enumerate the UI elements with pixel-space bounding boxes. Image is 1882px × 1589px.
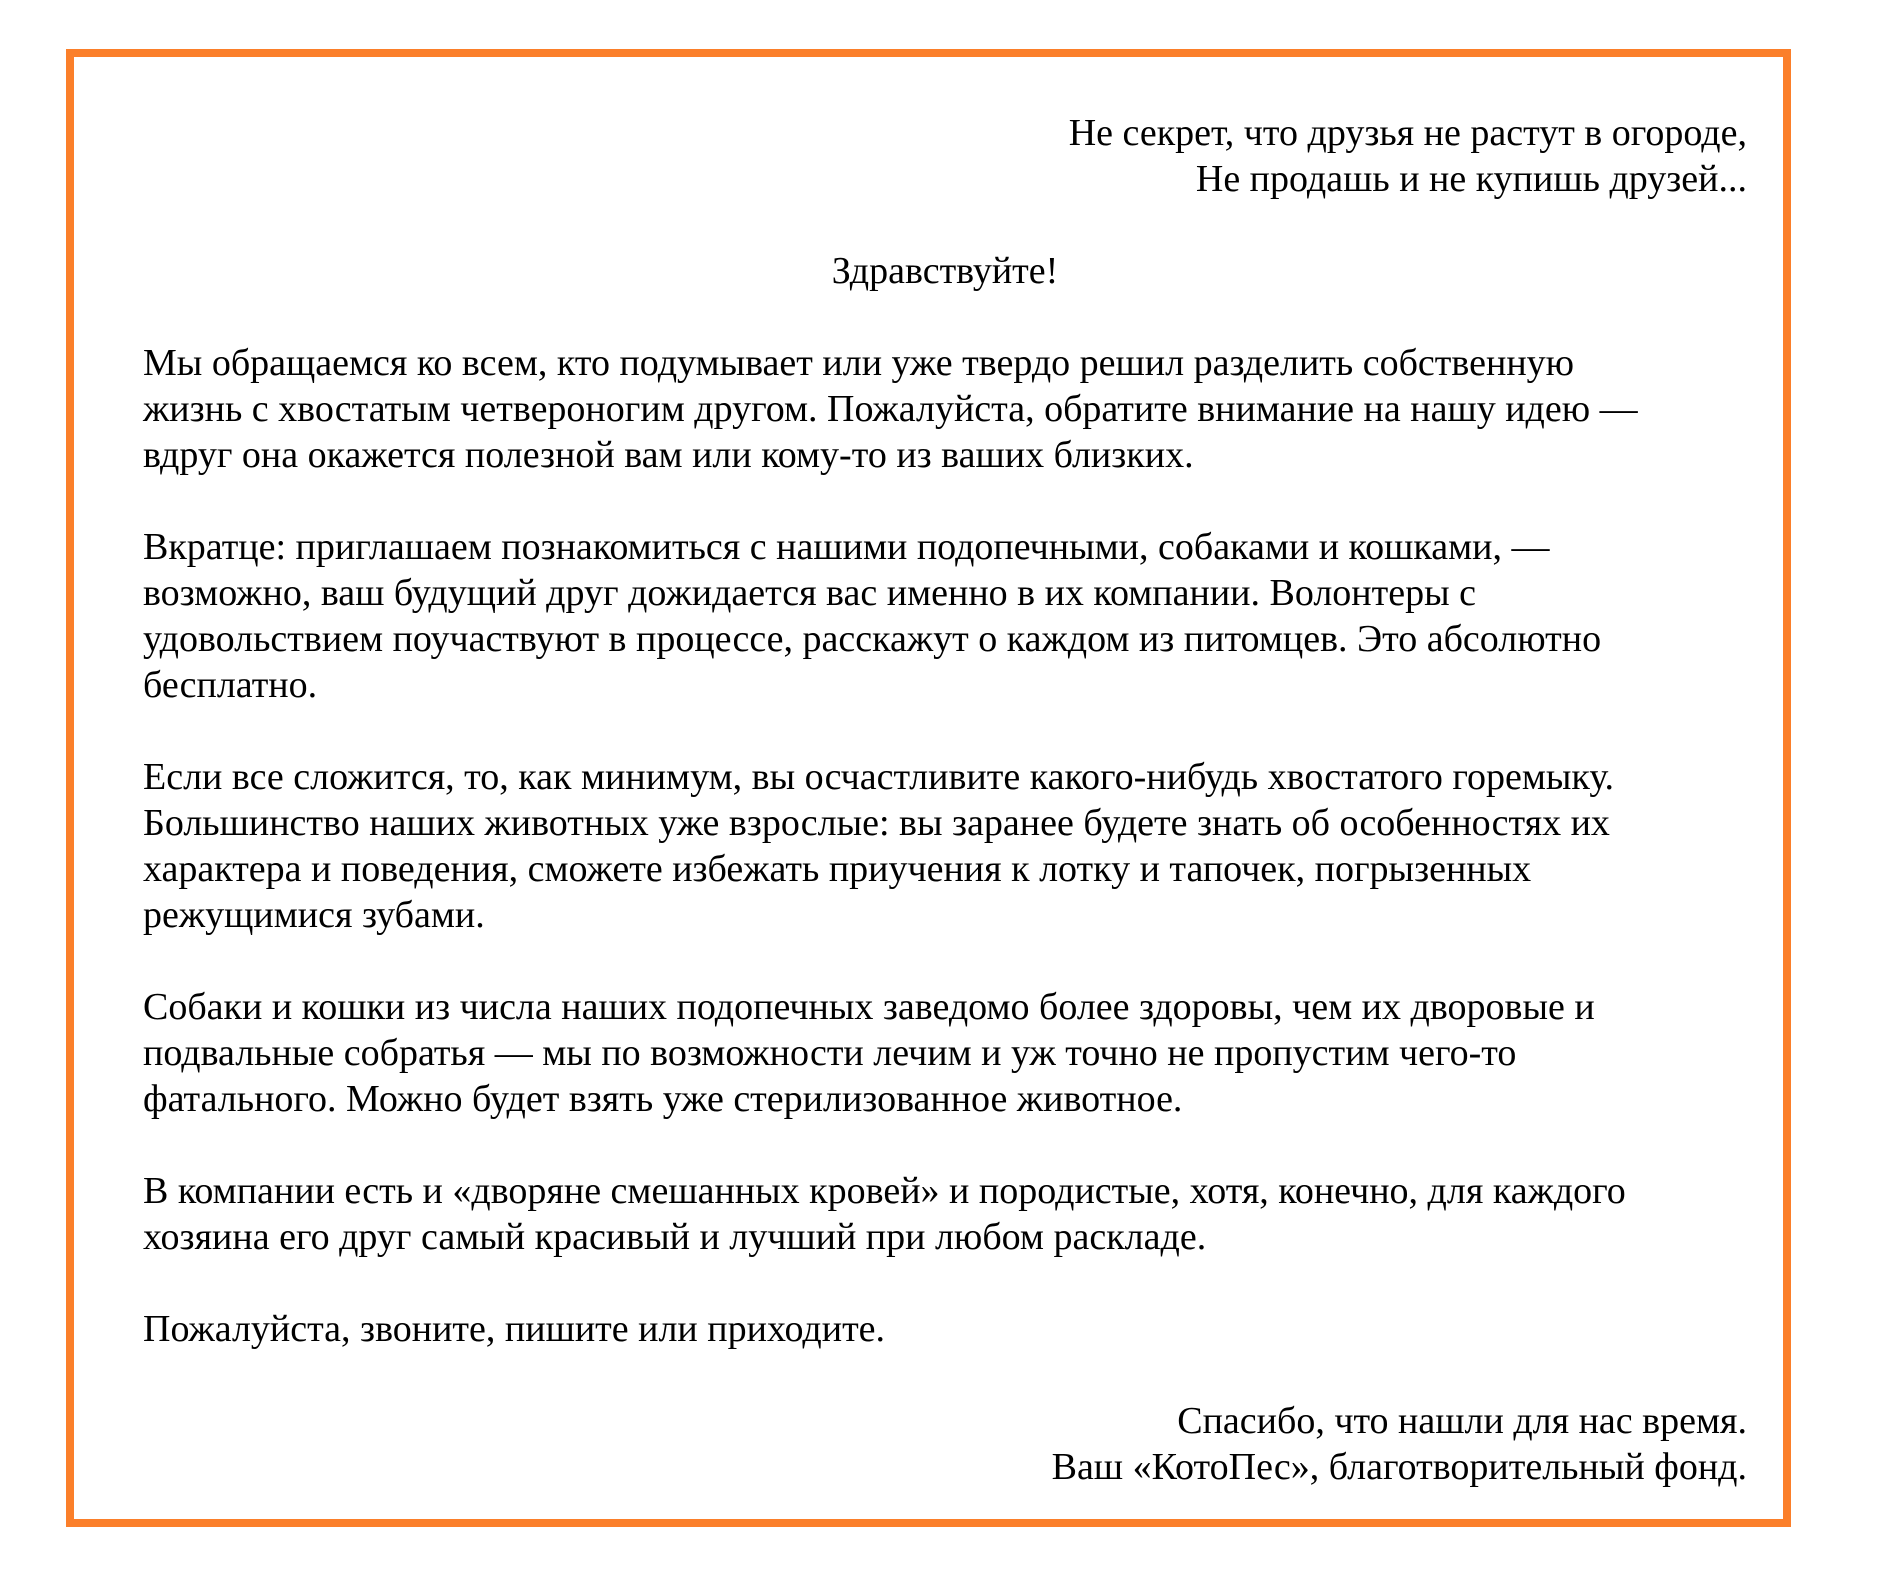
paragraph-line: Вкратце: приглашаем познакомиться с нашими подопечными, собаками и кошками, — [143, 526, 1550, 568]
paragraph-line: возможно, ваш будущий друг дожидается вас именно в их компании. Волонтеры с [143, 572, 1477, 614]
paragraph-line: жизнь с хвостатым четвероногим другом. Пожалуйста, обратите внимание на нашу идею — [143, 388, 1638, 430]
greeting [143, 248, 1747, 294]
paragraph-line: Если все сложится, то, как минимум, вы осчастливите какого-нибудь хвостатого горемыку. [143, 756, 1615, 798]
spacer [143, 1122, 1747, 1168]
paragraph-2 [143, 524, 1747, 708]
paragraph-line: вдруг она окажется полезной вам или кому-то из ваших близких. [143, 434, 1194, 476]
paragraph-3 [143, 754, 1747, 938]
paragraph-1 [143, 340, 1747, 478]
spacer [143, 478, 1747, 524]
paragraph-line: подвальные собратья — мы по возможности лечим и уж точно не пропустим чего-то [143, 1032, 1517, 1074]
paragraph-line: режущимися зубами. [143, 894, 485, 936]
paragraph-line: характера и поведения, сможете избежать приучения к лотку и тапочек, погрызенных [143, 848, 1532, 890]
paragraph-line: бесплатно. [143, 664, 318, 706]
paragraph-line: Пожалуйста, звоните, пишите или приходите. [143, 1308, 886, 1350]
epigraph-line: Не секрет, что друзья не растут в огороде, [1068, 112, 1747, 154]
paragraph-line: Большинство наших животных уже взрослые: вы заранее будете знать об особенностях их [143, 802, 1610, 844]
paragraph-line: удовольствием поучаствуют в процессе, расскажут о каждом из питомцев. Это абсолютно [143, 618, 1602, 660]
greeting-text: Здравствуйте! [831, 250, 1059, 292]
paragraph-line: Собаки и кошки из числа наших подопечных заведомо более здоровы, чем их дворовые и [143, 986, 1595, 1028]
signature-line: Спасибо, что нашли для нас время. [1177, 1400, 1747, 1442]
paragraph-line: В компании есть и «дворяне смешанных кровей» и породистые, хотя, конечно, для каждого [143, 1170, 1626, 1212]
spacer [143, 938, 1747, 984]
paragraph-6 [143, 1306, 1747, 1352]
spacer [143, 708, 1747, 754]
signature-line: Ваш «КотоПес», благотворительный фонд. [1051, 1446, 1747, 1488]
paragraph-5 [143, 1168, 1747, 1260]
spacer [143, 202, 1747, 248]
letter-body [143, 110, 1747, 1490]
paragraph-line: фатального. Можно будет взять уже стерилизованное животное. [143, 1078, 1183, 1120]
signature [143, 1398, 1747, 1490]
spacer [143, 294, 1747, 340]
epigraph [143, 110, 1747, 202]
spacer [143, 1260, 1747, 1306]
paragraph-4 [143, 984, 1747, 1122]
paragraph-line: Мы обращаемся ко всем, кто подумывает или уже твердо решил разделить собственную [143, 342, 1575, 384]
spacer [143, 1352, 1747, 1398]
paragraph-line: хозяина его друг самый красивый и лучший при любом раскладе. [143, 1216, 1207, 1258]
epigraph-line: Не продашь и не купишь друзей... [1195, 158, 1747, 200]
